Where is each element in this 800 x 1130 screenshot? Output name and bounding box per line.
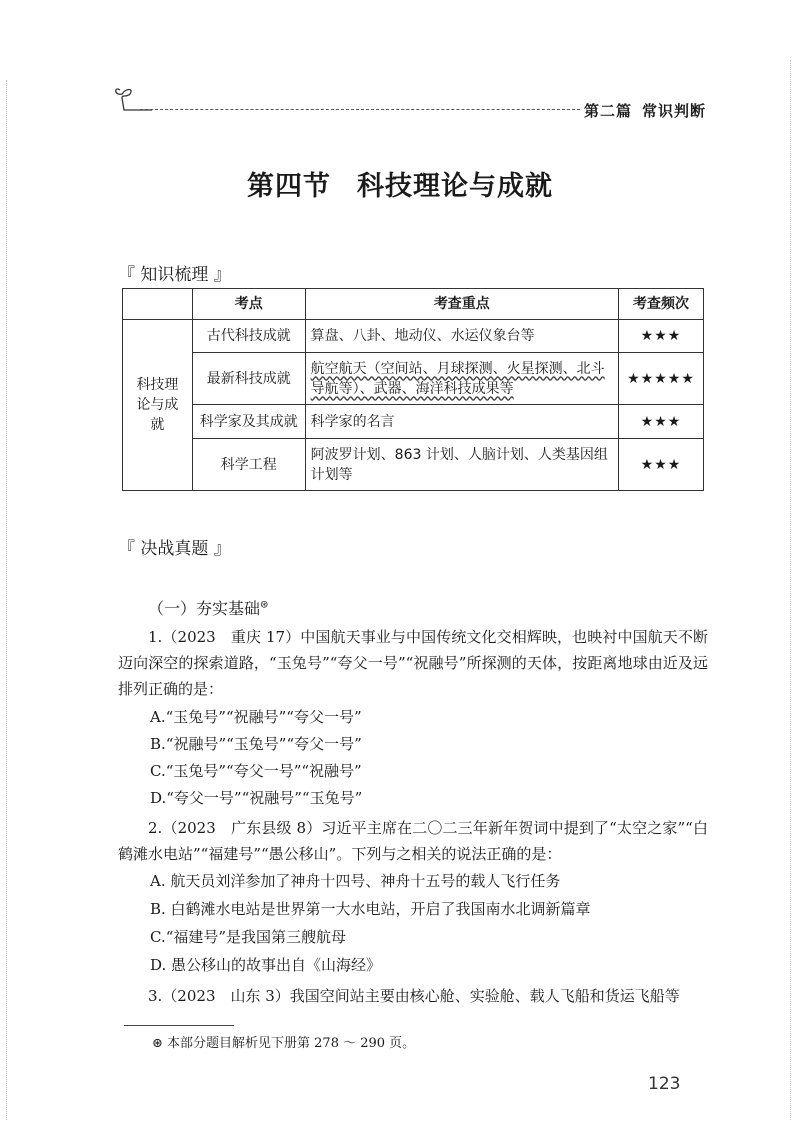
table-cell-topic: 科学工程: [192, 439, 305, 491]
q2-option-c: C.“福建号”是我国第三艘航母: [150, 928, 347, 946]
q2-option-a: A. 航天员刘洋参加了神舟十四号、神舟十五号的载人飞行任务: [150, 872, 561, 890]
header-rule: [140, 109, 580, 110]
table-cell-freq: ★★★: [618, 439, 703, 491]
footnote-rule: [124, 1025, 234, 1026]
table-header-row: [123, 289, 704, 320]
table-row: [123, 405, 704, 439]
section-title: [0, 164, 800, 203]
knowledge-tag-label: 知识梳理: [140, 265, 209, 285]
page-number: 123: [648, 1074, 681, 1094]
table-row: [123, 320, 704, 353]
practice-tag-label: 决战真题: [140, 539, 209, 559]
highlighted-focus: 航空航天（空间站、月球探测、火星探测、北斗导航等）、武器、海洋科技成果等: [310, 360, 605, 397]
knowledge-tag: 『 知识梳理 』: [118, 265, 231, 285]
header-chapter: 常识判断: [642, 102, 707, 120]
q1-option-b: B.“祝融号”“玉兔号”“夸父一号”: [150, 735, 362, 753]
table-cell-topic: 古代科技成就: [192, 320, 305, 353]
table-cell-focus: 科学家的名言: [305, 405, 618, 439]
table-header-focus: 考查重点: [305, 289, 618, 320]
table-row: [123, 439, 704, 491]
table-cell-freq: ★★★: [618, 405, 703, 439]
table-cell-freq: ★★★: [618, 320, 703, 353]
question-1: 1.（2023 重庆 17）中国航天事业与中国传统文化交相辉映，也映衬中国航天不断迈向深空的探索道路，“玉兔号”“夸父一号”“祝融号”所探测的天体，按距离地球由近及远排列正确的是：: [118, 628, 708, 698]
table-cell-topic: 科学家及其成就: [192, 405, 305, 439]
table-cell-focus: 算盘、八卦、地动仪、水运仪象台等: [305, 320, 618, 353]
q1-option-d: D.“夸父一号”“祝融号”“玉兔号”: [150, 789, 363, 807]
table-cell-focus: [305, 353, 618, 405]
footnote-marker-icon: ⊛: [260, 599, 269, 611]
table-cell-freq: ★★★★★: [618, 353, 703, 405]
scan-edge-right: [790, 60, 791, 1120]
knowledge-table: [122, 288, 704, 491]
section-name: 科技理论与成就: [357, 171, 553, 202]
table-cell-focus: 阿波罗计划、863 计划、人脑计划、人类基因组计划等: [305, 439, 618, 491]
question-2: 2.（2023 广东县级 8）习近平主席在二〇二三年新年贺词中提到了“太空之家”“白鹤滩水电站”“福建号”“愚公移山”。下列与之相关的说法正确的是：: [118, 819, 708, 863]
q2-option-b: B. 白鹤滩水电站是世界第一大水电站，开启了我国南水北调新篇章: [150, 900, 591, 918]
footnote: ⊛ 本部分题目解析见下册第 278 ～ 290 页。: [152, 1036, 416, 1051]
subsection-title: （一）夯实基础: [148, 599, 261, 618]
q2-option-d: D. 愚公移山的故事出自《山海经》: [150, 956, 382, 974]
table-header-blank: [123, 289, 193, 320]
section-number: 第四节: [247, 171, 331, 202]
running-header: [584, 100, 706, 121]
table-row: [123, 353, 704, 405]
q1-option-a: A.“玉兔号”“祝融号”“夸父一号”: [150, 708, 362, 726]
q1-option-c: C.“玉兔号”“夸父一号”“祝融号”: [150, 762, 362, 780]
table-header-topic: 考点: [192, 289, 305, 320]
header-part: 第二篇: [584, 102, 633, 120]
scan-edge-left: [6, 80, 7, 1120]
subsection-heading: [148, 596, 268, 619]
question-3: 3.（2023 山东 3）我国空间站主要由核心舱、实验舱、载人飞船和货运飞船等: [148, 987, 680, 1005]
table-cell-topic: 最新科技成就: [192, 353, 305, 405]
table-row-group: 科技理论与成就: [123, 320, 193, 491]
practice-tag: 『 决战真题 』: [118, 539, 231, 559]
table-header-freq: 考查频次: [618, 289, 703, 320]
